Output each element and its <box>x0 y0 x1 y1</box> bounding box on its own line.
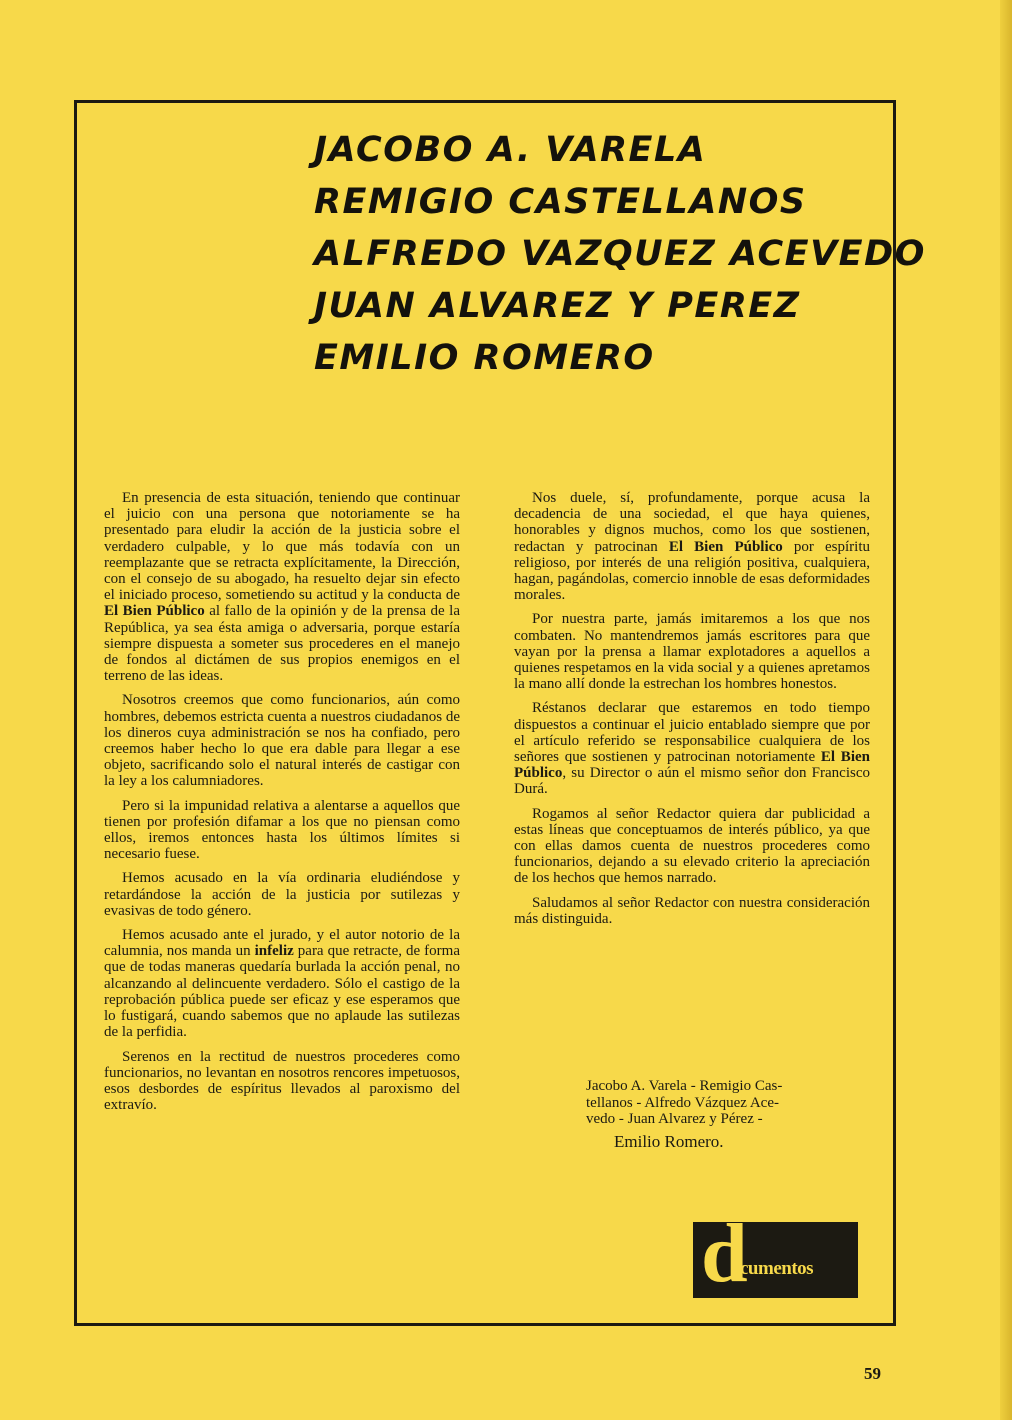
paragraph: Rogamos al señor Redactor quiera dar publicidad a estas líneas que conceptuamos de interés público, ya que con ellas damos cuenta de nuestros procederes como funcionarios, dejando a su elevado criterio la apreciación de los hechos que hemos narrado. <box>514 805 870 887</box>
paragraph: Por nuestra parte, jamás imitaremos a los que nos combaten. No mantendremos jamás escritores para que vayan por la prensa a llamar explotadores a aquellos a quienes respetamos en la vida social y a quienes apretamos la mano allí donde la estrechan los hombres honestos. <box>514 611 870 693</box>
signature-block <box>586 1078 862 1150</box>
paragraph: En presencia de esta situación, teniendo que continuar el juicio con una persona que notoriamente se ha presentado para eludir la acción de la justicia sobre el verdadero culpable, y lo que más todavía con un reemplazante que se retracta explícitamente, la Dirección, con el consejo de su abogado, ha resuelto dejar sin efecto el iniciado proceso, sometiendo su actitud y la conducta de El Bien Público al fallo de la opinión y de la prensa de la República, ya sea ésta amiga o adversaria, porque estaría siempre dispuesta a someter sus procederes en el manejo de fondos al dictámen de sus propios enemigos en el terreno de las ideas. <box>104 490 461 685</box>
page-spine-edge <box>1000 0 1012 1420</box>
paragraph: Hemos acusado ante el jurado, y el autor notorio de la calumnia, nos manda un infeliz para que retracte, de forma que de todas maneras quedaría burlada la acción penal, no alcanzando al delincuente verdadero. Sólo el castigo de la reprobación pública puede ser eficaz y ese esperamos que lo fustigará, cuando sabemos que no aplaude las sutilezas de la perfidia. <box>104 927 460 1041</box>
paragraph: Pero si la impunidad relativa a alentarse a aquellos que tienen por profesión difamar a los que no piensan como ellos, iremos entonces hasta los últimos límites si necesario fuese. <box>104 797 460 863</box>
paragraph: Nosotros creemos que como funcionarios, aún como hombres, debemos estricta cuenta a nuestros ciudadanos de los dineros cuya administración se nos ha confiado, pero creemos haber hecho lo que era dable para llegar a ese objeto, sacrificando solo el natural interés de castigar con la ley a los calumniadores. <box>104 692 460 790</box>
logo-word: ocumentos <box>731 1258 814 1279</box>
name-line: JACOBO A. VARELA <box>314 130 707 170</box>
page-number: 59 <box>864 1364 881 1383</box>
right-column <box>514 490 870 935</box>
signature-line: Jacobo A. Varela - Remigio Cas- <box>586 1078 783 1094</box>
signature-line: tellanos - Alfredo Vázquez Ace- <box>586 1094 779 1111</box>
logo-letter: d <box>701 1222 748 1298</box>
name-line: EMILIO ROMERO <box>314 338 655 378</box>
left-column <box>104 490 460 1121</box>
paragraph: Hemos acusado en la vía ordinaria eludiéndose y retardándose la acción de la justicia por sutilezas y evasivas de todo género. <box>104 870 460 919</box>
signature-name: Emilio Romero. <box>614 1131 724 1151</box>
name-line: JUAN ALVAREZ Y PEREZ <box>314 286 801 326</box>
paragraph: Serenos en la rectitud de nuestros procederes como funcionarios, no levantan en nosotros rencores impetuosos, esos desbordes de espíritus llevados al paroxismo del extravío. <box>104 1048 460 1114</box>
name-line: ALFREDO VAZQUEZ ACEVEDO <box>314 234 926 274</box>
signature-line: vedo - Juan Alvarez y Pérez - <box>586 1111 763 1127</box>
paragraph: Saludamos al señor Redactor con nuestra consideración más distinguida. <box>514 894 870 927</box>
name-line: REMIGIO CASTELLANOS <box>314 182 807 222</box>
names-heading <box>314 124 926 384</box>
documentos-logo <box>693 1222 858 1298</box>
paragraph: Nos duele, sí, profundamente, porque acusa la decadencia de una sociedad, el que haya quienes, honorables y dignos muchos, como los que sostienen, redactan y patrocinan El Bien Público por espíritu religioso, por interés de una religión positiva, cualquiera, hagan, pagándolas, comercio innoble de esas deformidades morales. <box>514 490 870 604</box>
paragraph: Réstanos declarar que estaremos en todo tiempo dispuestos a continuar el juicio entablado siempre que por el artículo referido se responsabilice cualquiera de los señores que sostienen y patrocinan notoriamente El Bien Público, su Director o aún el mismo señor don Francisco Durá. <box>514 700 870 798</box>
